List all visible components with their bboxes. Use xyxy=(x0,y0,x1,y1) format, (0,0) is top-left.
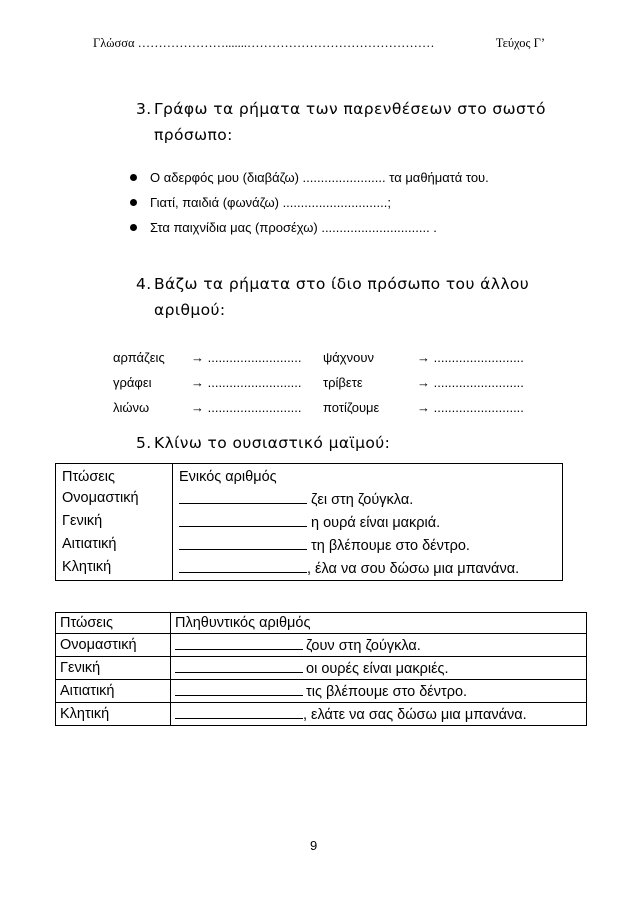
list-item-text: Γιατί, παιδιά (φωνάζω) .............................; xyxy=(150,195,391,210)
column-header-number: Ενικός αριθμός xyxy=(179,469,277,485)
table-header-row xyxy=(56,613,587,634)
exercise-5-number: 5. xyxy=(136,434,152,452)
header-subject: Γλώσσα ………………….......……………………………………… xyxy=(93,36,435,50)
case-name: Αιτιατική xyxy=(56,680,171,703)
case-sentence xyxy=(173,534,563,557)
verb-left: λιώνω xyxy=(113,400,150,415)
column-header-cases: Πτώσεις xyxy=(56,613,171,634)
answer-blank[interactable] xyxy=(175,634,303,650)
verb-left: γράφει xyxy=(113,375,152,390)
exercise-4-heading xyxy=(136,271,556,323)
answer-blank[interactable] xyxy=(179,488,307,504)
case-name: Κλητική xyxy=(56,557,173,581)
answer-left: → .......................... xyxy=(191,375,302,390)
table-row xyxy=(56,557,563,581)
page-header xyxy=(93,36,545,51)
sentence-text: ζει στη ζούγκλα. xyxy=(311,492,414,508)
page-number: 9 xyxy=(310,838,318,853)
answer-right: → ......................... xyxy=(417,400,524,415)
verb-left: αρπάζεις xyxy=(113,350,165,365)
table-row xyxy=(56,488,563,511)
exercise-5-title: Κλίνω το ουσιαστικό μαϊμού: xyxy=(154,434,391,452)
answer-blank[interactable] xyxy=(179,557,307,573)
exercise-4-verb-grid xyxy=(113,347,524,422)
answer-blank[interactable] xyxy=(175,680,303,696)
sentence-text: τις βλέπουμε στο δέντρο. xyxy=(306,684,468,700)
table-header-row xyxy=(56,464,563,489)
answer-right: → ......................... xyxy=(417,350,524,365)
list-item xyxy=(130,193,560,218)
exercise-3-heading xyxy=(136,96,556,148)
bullet-icon xyxy=(130,174,137,181)
case-name: Κλητική xyxy=(56,703,171,726)
sentence-text: , έλα να σου δώσω μια μπανάνα. xyxy=(307,561,520,577)
verb-row xyxy=(113,347,524,372)
bullet-icon xyxy=(130,224,137,231)
exercise-5-heading xyxy=(136,430,556,456)
exercise-4-number: 4. xyxy=(136,275,152,293)
exercise-3-list xyxy=(130,168,560,243)
exercise-3-title-line2: πρόσωπο: xyxy=(154,126,233,144)
header-issue: Τεύχος Γ’ xyxy=(495,36,545,50)
verb-right: τρίβετε xyxy=(323,375,363,390)
sentence-text: , ελάτε να σας δώσω μια μπανάνα. xyxy=(303,707,527,723)
table-row xyxy=(56,703,587,726)
answer-blank[interactable] xyxy=(179,511,307,527)
case-name: Ονομαστική xyxy=(56,634,171,657)
case-sentence xyxy=(171,657,587,680)
sentence-text: η ουρά είναι μακριά. xyxy=(311,515,441,531)
exercise-4-title-line2: αριθμού: xyxy=(154,301,226,319)
exercise-3-title-line1: Γράφω τα ρήματα των παρενθέσεων στο σωστό xyxy=(154,100,546,118)
case-sentence xyxy=(171,703,587,726)
list-item-text: Στα παιχνίδια μας (προσέχω) .............................. . xyxy=(150,220,437,235)
answer-left: → .......................... xyxy=(191,350,302,365)
case-name: Ονομαστική xyxy=(56,488,173,511)
exercise-3-number: 3. xyxy=(136,100,152,118)
list-item-text: Ο αδερφός μου (διαβάζω) ....................... τα μαθήματά του. xyxy=(150,170,489,185)
case-sentence xyxy=(173,488,563,511)
column-header-number: Πληθυντικός αριθμός xyxy=(171,613,587,634)
answer-blank[interactable] xyxy=(175,703,303,719)
table-row xyxy=(56,634,587,657)
case-name: Γενική xyxy=(56,657,171,680)
sentence-text: οι ουρές είναι μακριές. xyxy=(306,661,449,677)
verb-right: ποτίζουμε xyxy=(323,400,380,415)
bullet-icon xyxy=(130,199,137,206)
column-header-cases: Πτώσεις xyxy=(56,464,173,489)
verb-row xyxy=(113,397,524,422)
singular-case-table xyxy=(55,463,563,581)
answer-blank[interactable] xyxy=(179,534,307,550)
case-sentence xyxy=(171,680,587,703)
table-row xyxy=(56,534,563,557)
answer-blank[interactable] xyxy=(175,657,303,673)
sentence-text: τη βλέπουμε στο δέντρο. xyxy=(311,538,470,554)
sentence-text: ζουν στη ζούγκλα. xyxy=(306,638,421,654)
verb-row xyxy=(113,372,524,397)
table-row xyxy=(56,511,563,534)
list-item xyxy=(130,168,560,193)
answer-right: → ......................... xyxy=(417,375,524,390)
case-sentence xyxy=(173,511,563,534)
verb-right: ψάχνουν xyxy=(323,350,374,365)
exercise-4-title-line1: Βάζω τα ρήματα στο ίδιο πρόσωπο του άλλου xyxy=(154,275,530,293)
case-sentence xyxy=(173,557,563,581)
answer-left: → .......................... xyxy=(191,400,302,415)
case-name: Γενική xyxy=(56,511,173,534)
table-row xyxy=(56,657,587,680)
plural-case-table xyxy=(55,612,587,726)
case-sentence xyxy=(171,634,587,657)
table-row xyxy=(56,680,587,703)
list-item xyxy=(130,218,560,243)
case-name: Αιτιατική xyxy=(56,534,173,557)
